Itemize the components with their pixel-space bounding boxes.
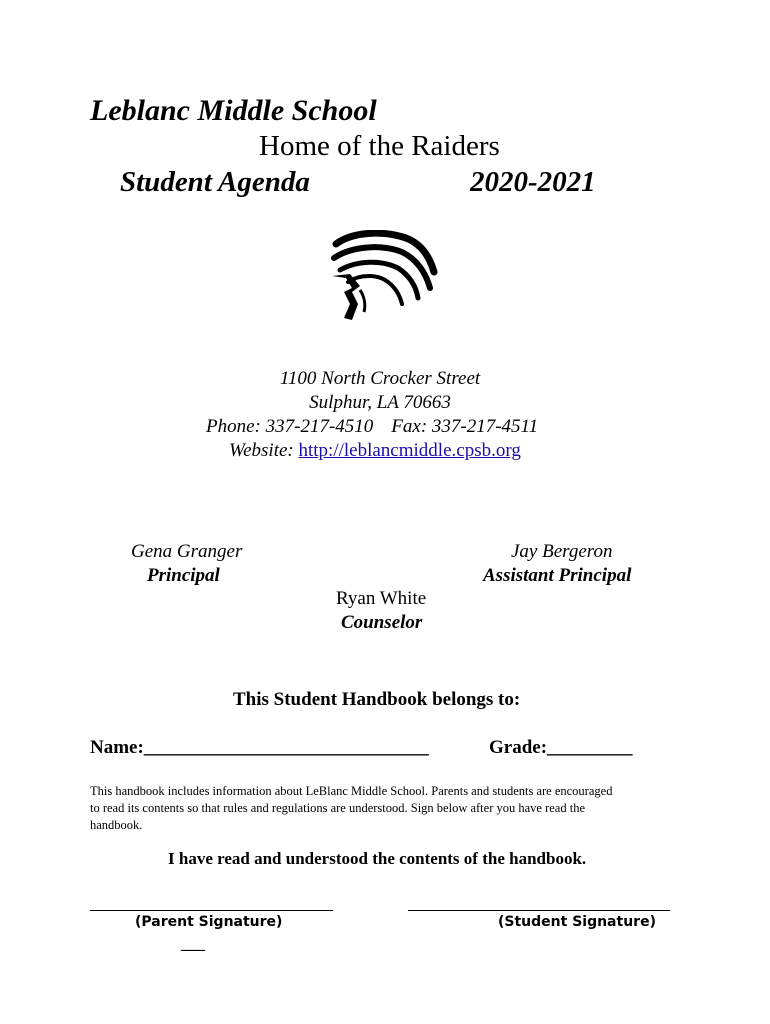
- notice-line-2: to read its contents so that rules and regulations are understood. Sign below after you have read the: [90, 801, 585, 815]
- school-tagline: Home of the Raiders: [259, 130, 500, 162]
- acknowledgement-statement: I have read and understood the contents of the handbook.: [168, 849, 587, 868]
- student-signature-line[interactable]: [408, 910, 670, 911]
- phone-label: Phone:: [206, 416, 261, 437]
- counselor-title: Counselor: [341, 612, 423, 633]
- phone-number: 337-217-4510: [265, 416, 374, 437]
- ownership-heading: This Student Handbook belongs to:: [233, 689, 521, 710]
- trailing-underline: ___: [181, 936, 205, 953]
- website-link[interactable]: http://leblancmiddle.cpsb.org: [298, 440, 521, 461]
- school-name: Leblanc Middle School: [90, 94, 377, 127]
- grade-field[interactable]: Grade:_________: [489, 737, 633, 758]
- counselor-name: Ryan White: [336, 588, 427, 609]
- address-city: Sulphur, LA 70663: [309, 392, 451, 413]
- fax-number: 337-217-4511: [431, 416, 539, 437]
- address-street: 1100 North Crocker Street: [279, 368, 481, 389]
- assistant-principal-name: Jay Bergeron: [511, 541, 613, 562]
- parent-signature-line[interactable]: [90, 910, 333, 911]
- phone-fax-line: [206, 416, 538, 438]
- principal-title: Principal: [147, 565, 220, 586]
- notice-line-3: handbook.: [90, 818, 143, 832]
- student-signature-label: (Student Signature): [498, 914, 656, 930]
- principal-name: Gena Granger: [131, 541, 243, 562]
- agenda-label: Student Agenda: [120, 166, 310, 198]
- website-label: Website:: [229, 440, 294, 461]
- notice-line-1: This handbook includes information about LeBlanc Middle School. Parents and students are encouraged: [90, 784, 613, 798]
- name-field[interactable]: Name:______________________________: [90, 737, 429, 758]
- raider-helmet-icon: [330, 230, 440, 322]
- agenda-year: 2020-2021: [470, 166, 596, 198]
- parent-signature-label: (Parent Signature): [135, 914, 283, 930]
- website-line: [229, 440, 521, 462]
- fax-label: Fax:: [391, 416, 428, 437]
- assistant-principal-title: Assistant Principal: [483, 565, 632, 586]
